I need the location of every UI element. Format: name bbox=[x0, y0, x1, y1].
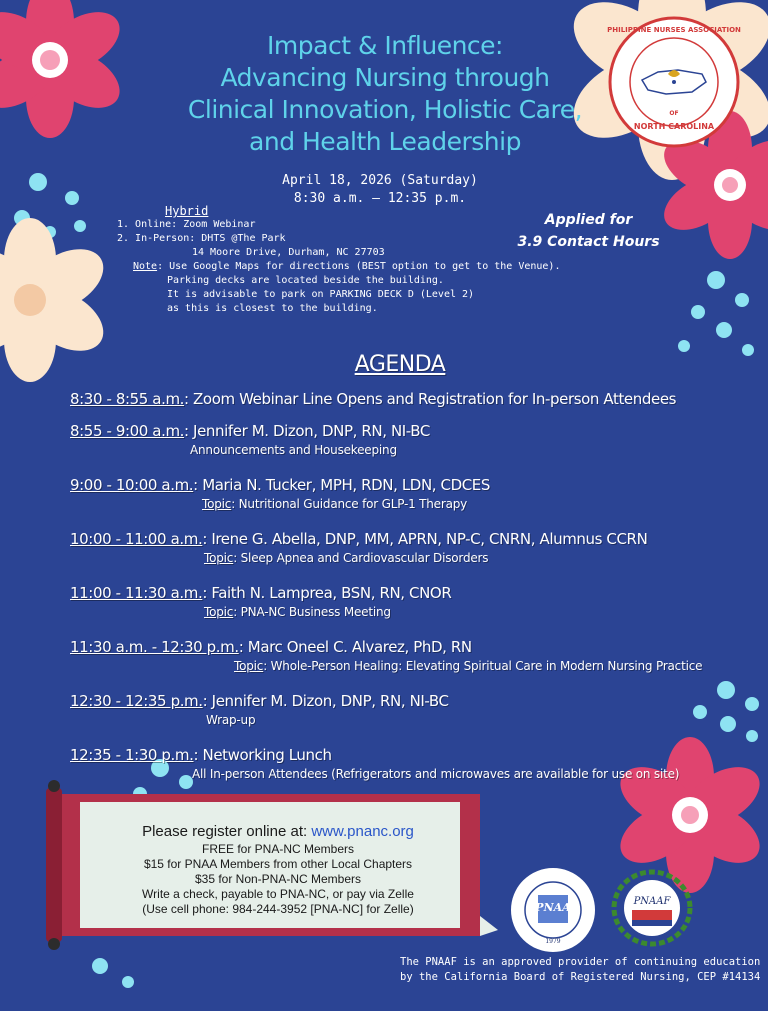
agenda-heading: AGENDA bbox=[354, 352, 446, 377]
hybrid-heading: Hybrid bbox=[165, 204, 209, 218]
agenda-colon: : bbox=[193, 746, 199, 764]
agenda-item bbox=[70, 528, 750, 566]
agenda-colon: : bbox=[202, 692, 208, 710]
parking-note-1: Parking decks are located beside the building. bbox=[167, 275, 444, 286]
footer-line-1: The PNAAF is an approved provider of continuing education bbox=[400, 956, 761, 968]
agenda-topic: : Nutritional Guidance for GLP-1 Therapy bbox=[231, 497, 468, 511]
footer-line-2: by the California Board of Registered Nursing, CEP #14134 bbox=[400, 971, 761, 983]
flower-left-cream bbox=[0, 218, 114, 382]
contact-hours-line-2: 3.9 Contact Hours bbox=[517, 234, 660, 250]
agenda-speaker: Jennifer M. Dizon, DNP, RN, NI-BC bbox=[207, 692, 449, 710]
agenda-topic-label: Topic bbox=[204, 551, 234, 565]
agenda-time: 8:30 - 8:55 a.m. bbox=[70, 390, 185, 408]
pnaaf-logo bbox=[606, 868, 698, 952]
agenda-time: 12:30 - 12:35 p.m. bbox=[70, 692, 203, 710]
parking-note-3: as this is closest to the building. bbox=[167, 303, 378, 314]
accreditation-footer bbox=[400, 955, 761, 985]
agenda-topic-label: Topic bbox=[234, 659, 264, 673]
logo-bottom-text: NORTH CAROLINA bbox=[633, 122, 715, 131]
agenda-colon: : bbox=[202, 584, 207, 602]
note-text: : Use Google Maps for directions (BEST option to get to the Venue). bbox=[157, 261, 561, 272]
agenda-time: 8:55 - 9:00 a.m. bbox=[70, 422, 185, 440]
register-link[interactable]: www.pnanc.org bbox=[311, 823, 414, 840]
agenda-colon: : bbox=[202, 530, 207, 548]
event-title bbox=[150, 30, 620, 158]
agenda-topic: All In-person Attendees (Refrigerators and microwaves are available for use on site) bbox=[192, 767, 680, 781]
contact-hours bbox=[506, 209, 671, 253]
agenda-item bbox=[70, 744, 750, 782]
event-datetime bbox=[230, 172, 530, 208]
agenda-topic: : Sleep Apnea and Cardiovascular Disorders bbox=[233, 551, 489, 565]
title-line-1: Impact & Influence: bbox=[267, 31, 503, 60]
registration-info bbox=[118, 822, 438, 917]
logo-of-text: OF bbox=[669, 110, 679, 117]
note-label: Note bbox=[133, 261, 158, 272]
hybrid-in-person: 2. In-Person: DHTS @The Park bbox=[117, 233, 286, 244]
fee-non-member: $35 for Non-PNA-NC Members bbox=[194, 872, 362, 886]
agenda-colon: : bbox=[184, 390, 189, 408]
logo-top-text: PHILIPPINE NURSES ASSOCIATION bbox=[607, 26, 741, 34]
agenda-topic-label: Topic bbox=[204, 605, 234, 619]
agenda-topic: : PNA-NC Business Meeting bbox=[233, 605, 391, 619]
flower-top-left bbox=[0, 0, 130, 138]
title-line-4: and Health Leadership bbox=[249, 127, 521, 156]
agenda-item bbox=[70, 690, 750, 728]
agenda-speaker: Networking Lunch bbox=[198, 746, 332, 764]
payment-method: Write a check, payable to PNA-NC, or pay via Zelle bbox=[142, 887, 414, 901]
venue-address: 14 Moore Drive, Durham, NC 27703 bbox=[192, 247, 385, 258]
agenda-speaker: Faith N. Lamprea, BSN, RN, CNOR bbox=[206, 584, 452, 602]
agenda-speaker: Marc Oneel C. Alvarez, PhD, RN bbox=[243, 638, 472, 656]
agenda-speaker: Irene G. Abella, DNP, MM, APRN, NP-C, CNRN, Alumnus CCRN bbox=[206, 530, 648, 548]
pnaa-year: 1979 bbox=[545, 938, 561, 945]
agenda-time: 11:30 a.m. - 12:30 p.m. bbox=[70, 638, 239, 656]
agenda-item bbox=[70, 474, 750, 512]
agenda-time: 10:00 - 11:00 a.m. bbox=[70, 530, 203, 548]
event-time: 8:30 a.m. – 12:35 p.m. bbox=[293, 191, 467, 206]
fee-pna-nc: FREE for PNA-NC Members bbox=[201, 842, 355, 856]
agenda-colon: : bbox=[193, 476, 198, 494]
dots-right bbox=[678, 271, 754, 356]
agenda-time: 12:35 - 1:30 p.m. bbox=[70, 746, 194, 764]
hybrid-online: 1. Online: Zoom Webinar bbox=[117, 219, 256, 230]
contact-hours-line-1: Applied for bbox=[544, 212, 633, 228]
agenda-time: 9:00 - 10:00 a.m. bbox=[70, 476, 194, 494]
agenda-item bbox=[70, 388, 750, 410]
title-line-3: Clinical Innovation, Holistic Care, bbox=[187, 95, 583, 124]
agenda-topic: : Whole-Person Healing: Elevating Spiritual Care in Modern Nursing Practice bbox=[263, 659, 703, 673]
register-lead: Please register online at: bbox=[142, 823, 312, 840]
fee-pnaa: $15 for PNAA Members from other Local Chapters bbox=[143, 857, 413, 871]
agenda-item bbox=[70, 582, 750, 620]
parking-note-2: It is advisable to park on PARKING DECK D (Level 2) bbox=[167, 289, 475, 300]
agenda-speaker: Jennifer M. Dizon, DNP, RN, NI-BC bbox=[188, 422, 430, 440]
agenda-colon: : bbox=[184, 422, 189, 440]
agenda-speaker: Zoom Webinar Line Opens and Registration for In-person Attendees bbox=[188, 390, 677, 408]
event-date: April 18, 2026 (Saturday) bbox=[282, 173, 478, 188]
pnaa-logo-text bbox=[508, 865, 598, 955]
agenda-topic-label: Topic bbox=[202, 497, 232, 511]
agenda-item bbox=[70, 420, 750, 458]
pna-nc-logo-text bbox=[606, 14, 742, 150]
agenda-time: 11:00 - 11:30 a.m. bbox=[70, 584, 203, 602]
title-line-2: Advancing Nursing through bbox=[220, 63, 550, 92]
pnaaf-center: PNAAF bbox=[633, 896, 671, 907]
agenda-list bbox=[70, 388, 750, 798]
agenda-colon: : bbox=[238, 638, 244, 656]
agenda-topic: Wrap-up bbox=[206, 713, 256, 727]
zelle-phone: (Use cell phone: 984-244-3952 [PNA-NC] for Zelle) bbox=[142, 902, 414, 916]
agenda-topic: Announcements and Housekeeping bbox=[190, 443, 397, 457]
agenda-item bbox=[70, 636, 750, 674]
pnaa-center: PNAA bbox=[535, 901, 571, 914]
agenda-speaker: Maria N. Tucker, MPH, RDN, LDN, CDCES bbox=[197, 476, 490, 494]
